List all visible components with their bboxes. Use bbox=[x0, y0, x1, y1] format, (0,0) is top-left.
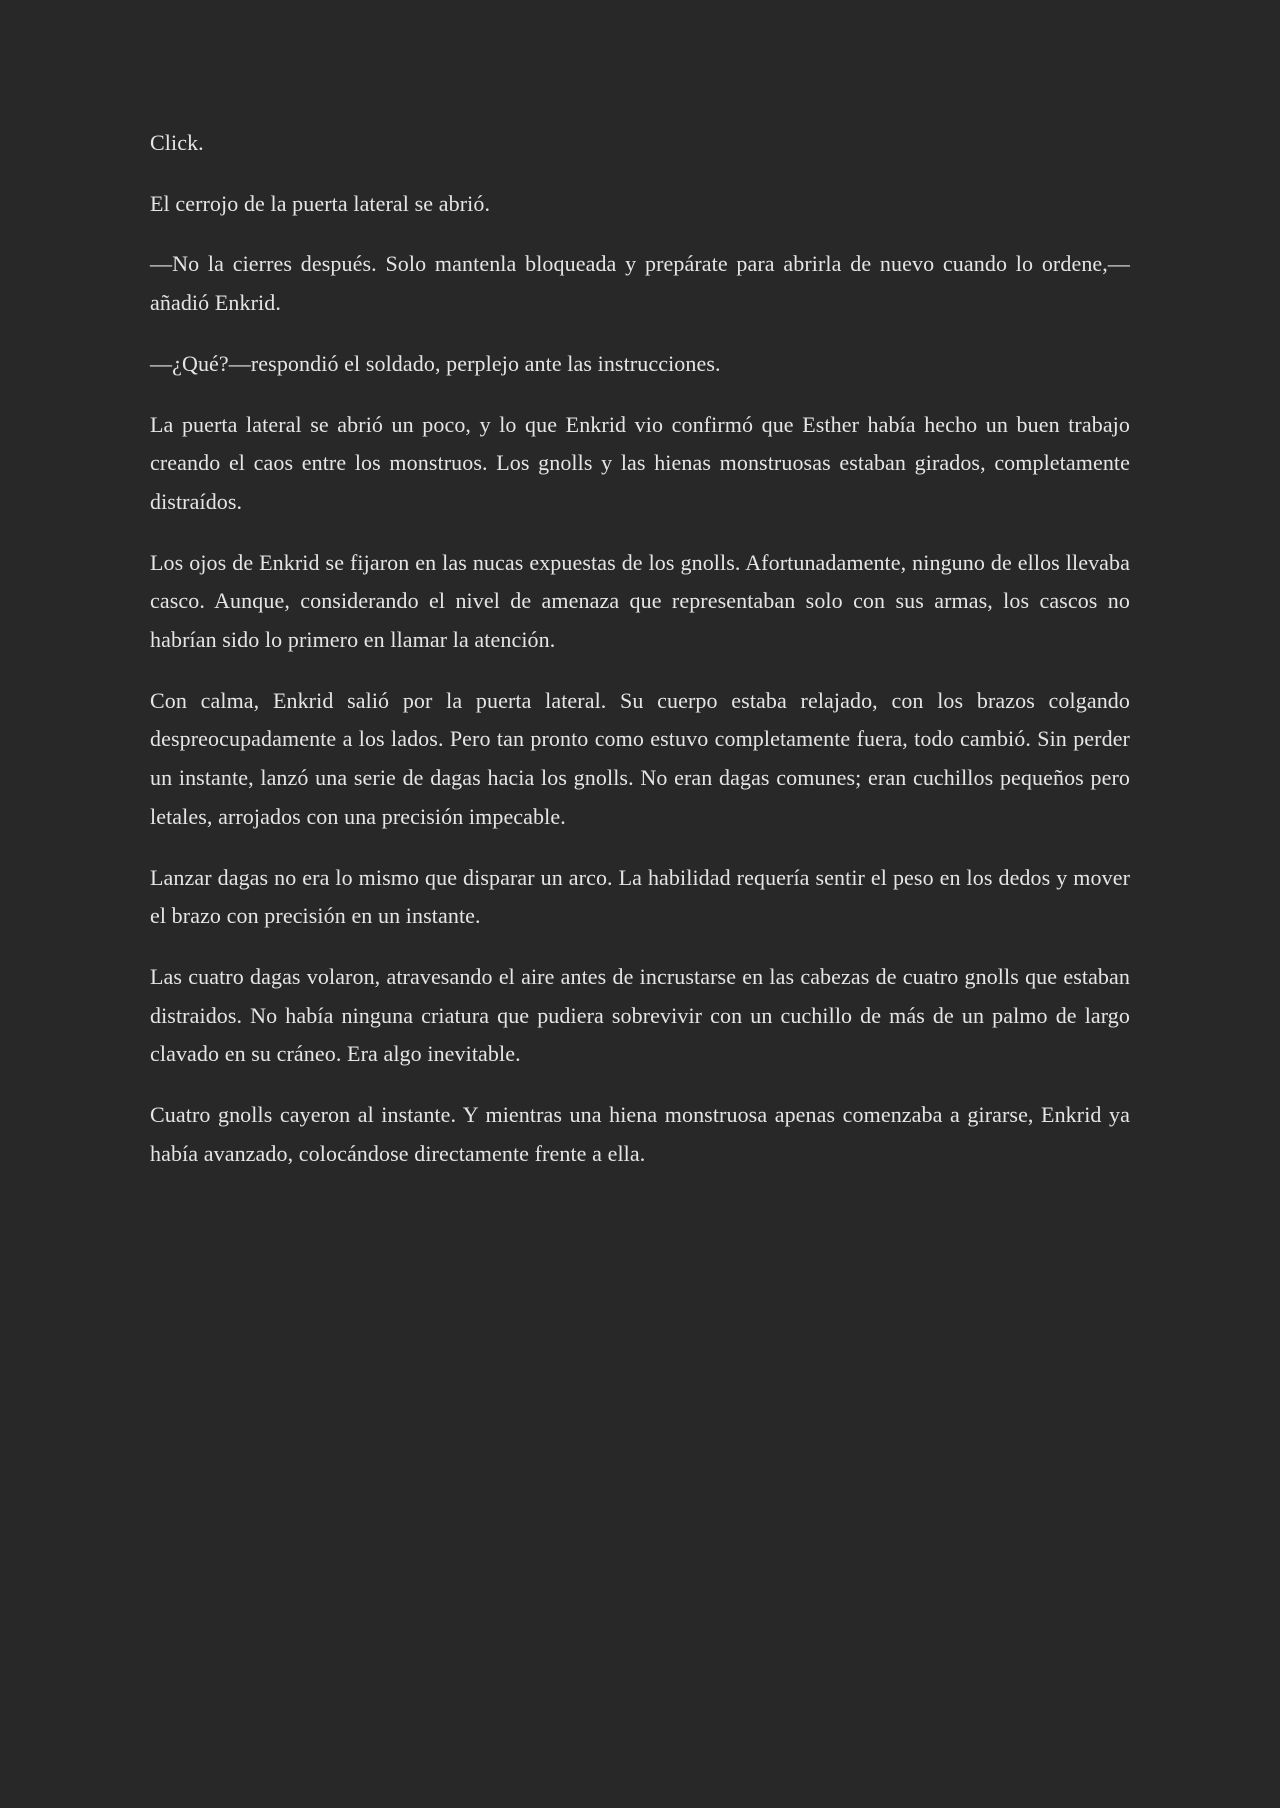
paragraph: Click. bbox=[150, 130, 204, 155]
paragraph: Las cuatro dagas volaron, atravesando el aire antes de incrustarse en las cabezas de cuatro gnolls que estaban distraidos. No había ninguna criatura que pudiera sobrevivir con un cuchillo de más de un palmo de largo clavado en su cráneo. Era algo inevitable. bbox=[150, 963, 1130, 1067]
paragraph: Lanzar dagas no era lo mismo que disparar un arco. La habilidad requería sentir el peso en los dedos y mover el brazo con precisión en un instante. bbox=[150, 864, 1130, 929]
paragraph: Con calma, Enkrid salió por la puerta lateral. Su cuerpo estaba relajado, con los brazos colgando despreocupadamente a los lados. Pero tan pronto como estuvo completamente fuera, todo cambió. Sin perder un instante, lanzó una serie de dagas hacia los gnolls. No eran dagas comunes; eran cuchillos pequeños pero letales, arrojados con una precisión impecable. bbox=[150, 687, 1130, 829]
paragraph: Los ojos de Enkrid se fijaron en las nucas expuestas de los gnolls. Afortunadamente, ninguno de ellos llevaba casco. Aunque, considerando el nivel de amenaza que representaban solo con sus armas, los cascos no habrían sido lo primero en llamar la atención. bbox=[150, 549, 1130, 653]
text-column bbox=[150, 124, 1130, 1173]
paragraph: —No la cierres después. Solo mantenla bloqueada y prepárate para abrirla de nuevo cuando lo ordene,—añadió Enkrid. bbox=[150, 251, 1130, 316]
paragraph: Cuatro gnolls cayeron al instante. Y mientras una hiena monstruosa apenas comenzaba a girarse, Enkrid ya había avanzado, colocándose directamente frente a ella. bbox=[150, 1102, 1130, 1166]
paragraph: El cerrojo de la puerta lateral se abrió. bbox=[150, 190, 491, 216]
paragraph: —¿Qué?—respondió el soldado, perplejo ante las instrucciones. bbox=[150, 350, 721, 376]
paragraph: La puerta lateral se abrió un poco, y lo que Enkrid vio confirmó que Esther había hecho un buen trabajo creando el caos entre los monstruos. Los gnolls y las hienas monstruosas estaban girados, completamente distraídos. bbox=[150, 411, 1130, 514]
